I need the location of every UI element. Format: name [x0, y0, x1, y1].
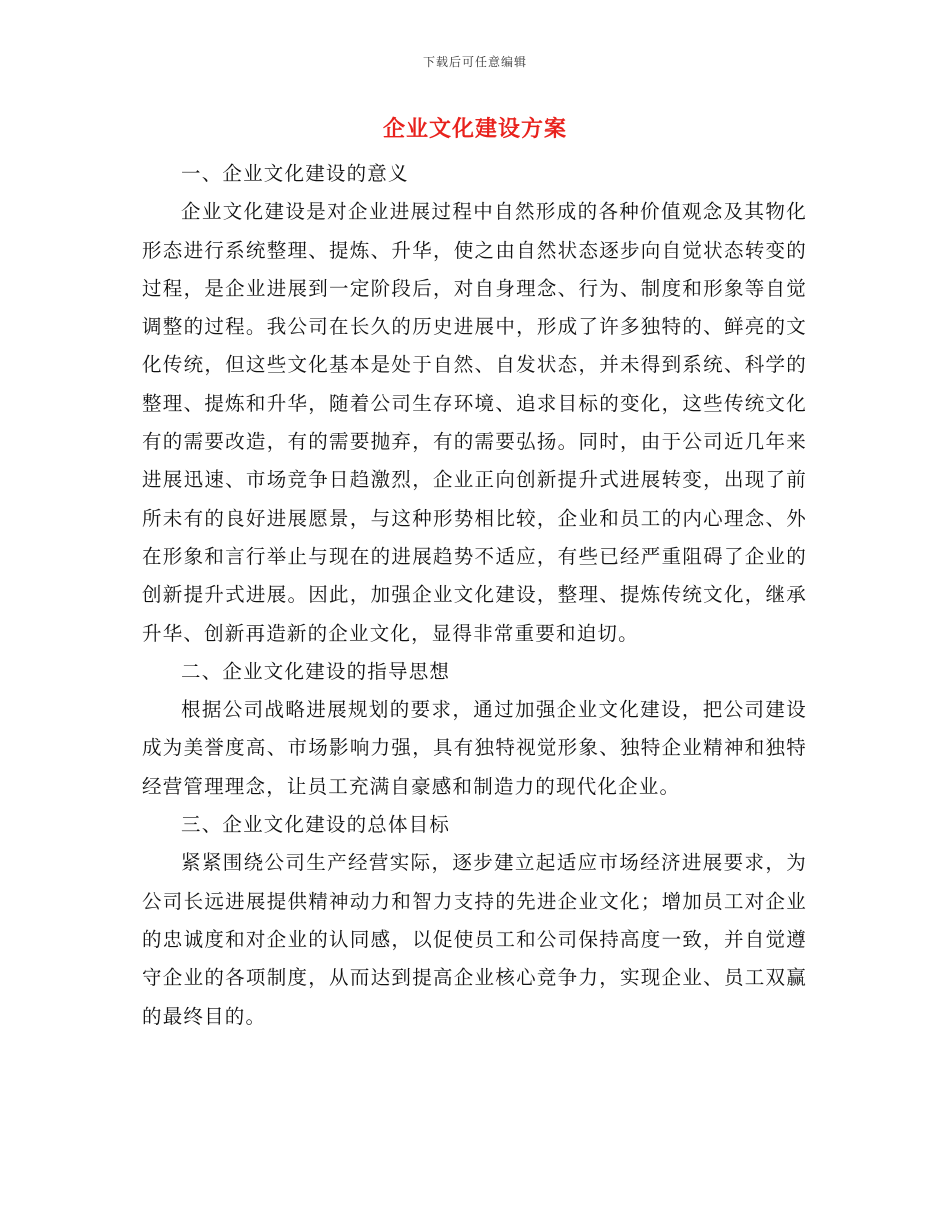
- document-title: 企业文化建设方案: [382, 117, 567, 142]
- section-heading-3: 三、企业文化建设的总体目标: [181, 813, 451, 837]
- section-paragraph-1: 企业文化建设是对企业进展过程中自然形成的各种价值观念及其物化形态进行系统整理、提炼、升华，使之由自然状态逐步向自觉状态转变的过程，是企业进展到一定阶段后，对自身理念、行为、制度和形象等自觉调整的过程。我公司在长久的历史进展中，形成了许多独特的、鲜亮的文化传统，但这些文化基本是处于自然、自发状态，并未得到系统、科学的整理、提炼和升华，随着公司生存环境、追求目标的变化，这些传统文化有的需要改造，有的需要抛弃，有的需要弘扬。同时，由于公司近几年来进展迅速、市场竞争日趋激烈，企业正向创新提升式进展转变，出现了前所未有的良好进展愿景，与这种形势相比较，企业和员工的内心理念、外在形象和言行举止与现在的进展趋势不适应，有些已经严重阻碍了企业的创新提升式进展。因此，加强企业文化建设，整理、提炼传统文化，继承升华、创新再造新的企业文化，显得非常重要和迫切。: [142, 200, 807, 645]
- document-body: [142, 155, 807, 1036]
- section-heading-1: 一、企业文化建设的意义: [181, 162, 409, 185]
- section-paragraph-3: 紧紧围绕公司生产经营实际，逐步建立起适应市场经济进展要求，为公司长远进展提供精神动力和智力支持的先进企业文化；增加员工对企业的忠诚度和对企业的认同感，以促使员工和公司保持高度一致，并自觉遵守企业的各项制度，从而达到提高企业核心竞争力，实现企业、员工双赢的最终目的。: [142, 851, 807, 1028]
- section-heading-2: 二、企业文化建设的指导思想: [181, 659, 451, 683]
- header-note: 下载后可任意编辑: [422, 55, 527, 69]
- section-paragraph-2: 根据公司战略进展规划的要求，通过加强企业文化建设，把公司建设成为美誉度高、市场影响力强，具有独特视觉形象、独特企业精神和独特经营管理理念，让员工充满自豪感和制造力的现代化企业。: [142, 698, 807, 798]
